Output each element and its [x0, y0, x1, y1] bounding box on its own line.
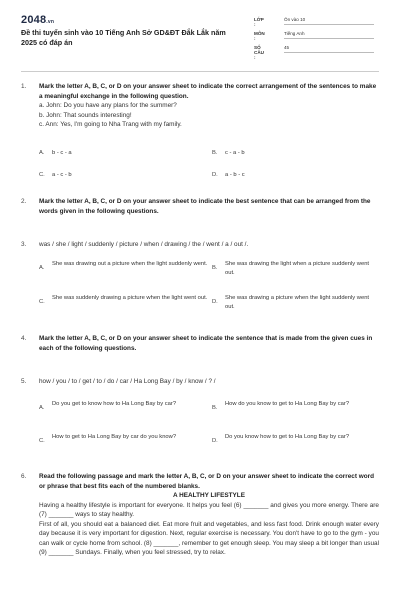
site-logo[interactable]: 2048.vn: [21, 14, 55, 26]
answer-option[interactable]: A. Do you get to know how to Ha Long Bay by car?: [39, 401, 177, 411]
question-prompt: how / you / to / get / to / do / car / Ha Long Bay / by / know / ? /: [39, 378, 216, 385]
document-header: 2048.vn Đề thi tuyển sinh vào 10 Tiếng Anh Sở GD&ĐT Đắk Lắk năm 2025 có đáp án LỚP : Ôn vào 10 MÔN : Tiếng Anh SỐ CÂU : 45: [0, 0, 400, 68]
answer-option[interactable]: A. She was drawing out a picture when the light suddenly went.: [39, 261, 208, 271]
answer-option[interactable]: B. c - a - b: [212, 150, 245, 156]
page-title: Đề thi tuyển sinh vào 10 Tiếng Anh Sở GD&ĐT Đắk Lắk năm 2025 có đáp án: [21, 28, 226, 47]
question-number: 3.: [21, 241, 27, 248]
answer-option[interactable]: B. She was drawing the light when a picture suddenly went out.: [212, 261, 370, 276]
passage-paragraph: First of all, you should eat a balanced diet. Eat more fruit and vegetables, and less fast food. Drink enough water every day because it is very important for digestion. Next, regular exercise is necessary. You don't have to go to the gym - you can walk or cycle home from school. (8) _______, remember to get enough sleep. You may sleep a bit longer than usual (9) _______ Sundays. Finally, when you feel stressed, try to relax.: [39, 520, 379, 556]
answer-option[interactable]: D. Do you know how to get to Ha Long Bay by car?: [212, 434, 350, 444]
question-number: 4.: [21, 335, 27, 342]
question-5: [21, 377, 379, 462]
answer-option[interactable]: C. a - c - b: [39, 172, 72, 178]
question-number: 6.: [21, 473, 27, 480]
exchange-line: c. Ann: Yes, I'm going to Nha Trang with my family.: [39, 121, 182, 128]
answer-option[interactable]: B. How do you know to get to Ha Long Bay by car?: [212, 401, 350, 411]
question-3: [21, 240, 379, 320]
question-6: [21, 472, 379, 600]
answer-option[interactable]: C. She was suddenly drawing a picture when the light went out.: [39, 295, 208, 305]
question-number: 2.: [21, 198, 27, 205]
question-prompt: was / she / light / suddenly / picture / when / drawing / the / went / a / out /.: [39, 241, 249, 248]
question-instruction: Read the following passage and mark the letter A, B, C, or D on your answer sheet to indicate the correct word or phrase that best fits each of the numbered blanks.: [39, 473, 374, 490]
answer-option[interactable]: A. b - c - a: [39, 150, 72, 156]
question-number: 5.: [21, 378, 27, 385]
question-2: [21, 197, 379, 227]
exchange-line: a. John: Do you have any plans for the summer?: [39, 102, 177, 109]
answer-option[interactable]: C. How to get to Ha Long Bay by car do you know?: [39, 434, 177, 444]
passage-paragraph: Having a healthy lifestyle is important for everyone. It helps you feel (6) _______ and gives you more energy. There are (7) _______ ways to stay healthy.: [39, 501, 379, 518]
header-divider: [21, 71, 379, 72]
answer-option[interactable]: D. a - b - c: [212, 172, 245, 178]
question-4: [21, 334, 379, 364]
question-instruction: Mark the letter A, B, C, or D on your answer sheet to indicate the correct arrangement of the sentences to make a meaningful exchange in the following question.: [39, 83, 377, 100]
exchange-line: b. John: That sounds interesting!: [39, 111, 132, 119]
question-instruction: Mark the letter A, B, C, or D on your answer sheet to indicate the best sentence that can be arranged from the words given in the following questions.: [39, 198, 371, 215]
question-instruction: Mark the letter A, B, C, or D on your answer sheet to indicate the sentence that is made from the given cues in each of the following questions.: [39, 335, 373, 352]
passage-heading: A HEALTHY LIFESTYLE: [173, 492, 245, 499]
question-number: 1.: [21, 83, 27, 90]
question-1: [21, 82, 379, 192]
answer-option[interactable]: D. She was drawing a picture when the light suddenly went out.: [212, 295, 370, 310]
